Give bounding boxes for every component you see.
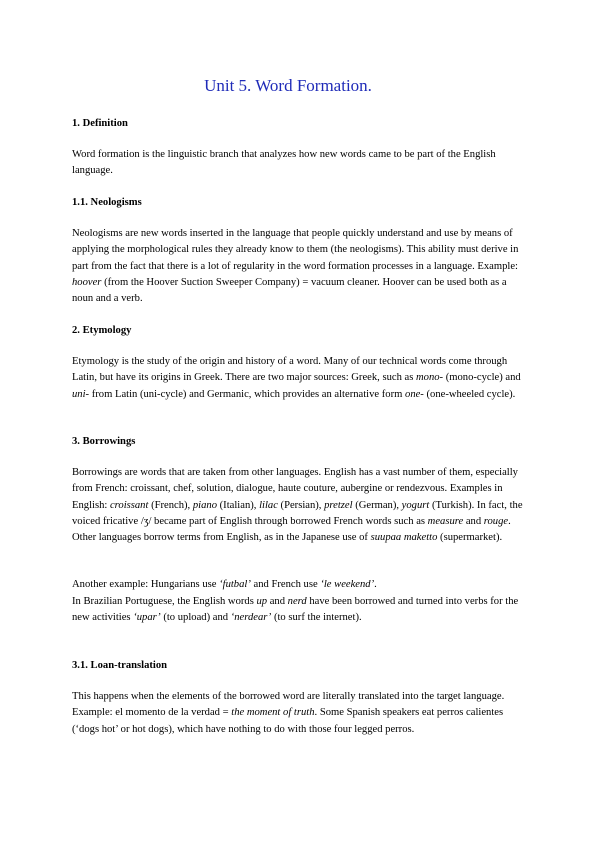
paragraph-borrowings: Borrowings are words that are taken from other languages. English has a vast number of them, especially from French: croissant, chef, solution, dialogue, haute couture, aubergine or rendezvous. Examples in English: croissant (French), piano (Italian), lilac (Persian), pretzel (German), yogurt (Turkish). In fact, the voiced fricative /ʒ/ became part of English through borrowed French words such as measure and rouge. Other languages borrow terms from English, as in the Japanese use of suupaa maketto (supermarket). — [72, 467, 523, 544]
paragraph-neologisms: Neologisms are new words inserted in the language that people quickly understand and use by means of applying the morphological rules they already know to them (the neologisms). This ability must derive in part from the fact that there is a lot of regularity in the word formation processes in a language. Example: hoover (from the Hoover Suction Sweeper Company) = vacuum cleaner. Hoover can be used both as a noun and a verb. — [72, 228, 519, 305]
paragraph-loan-translation: This happens when the elements of the borrowed word are literally translated into the target language. Example: el momento de la verdad = the moment of truth. Some Spanish speakers eat perros calientes (‘dogs hot’ or hot dogs), which have nothing to do with those four legged perros. — [72, 691, 505, 735]
page-title: Unit 5. Word Formation. — [204, 76, 372, 95]
section-heading-neologisms: 1.1. Neologisms — [72, 197, 142, 208]
paragraph-borrowings-hungarian: Another example: Hungarians use ‘futbal’ and French use ‘le weekend’. — [72, 579, 377, 590]
section-heading-borrowings: 3. Borrowings — [72, 436, 136, 447]
section-heading-loan-translation: 3.1. Loan-translation — [72, 660, 168, 671]
paragraph-etymology: Etymology is the study of the origin and history of a word. Many of our technical words come through Latin, but have its origins in Greek. There are two major sources: Greek, such as mono- (mono-cycle) and uni- from Latin (uni-cycle) and Germanic, which provides an alternative form one- (one-wheeled cycle). — [72, 356, 521, 400]
section-heading-etymology: 2. Etymology — [72, 325, 132, 336]
paragraph-definition: Word formation is the linguistic branch that analyzes how new words came to be part of the English language. — [72, 149, 496, 177]
section-heading-definition: 1. Definition — [72, 118, 128, 129]
paragraph-borrowings-portuguese: In Brazilian Portuguese, the English words up and nerd have been borrowed and turned into verbs for the new activities ‘upar’ (to upload) and ‘nerdear’ (to surf the internet). — [72, 596, 519, 624]
